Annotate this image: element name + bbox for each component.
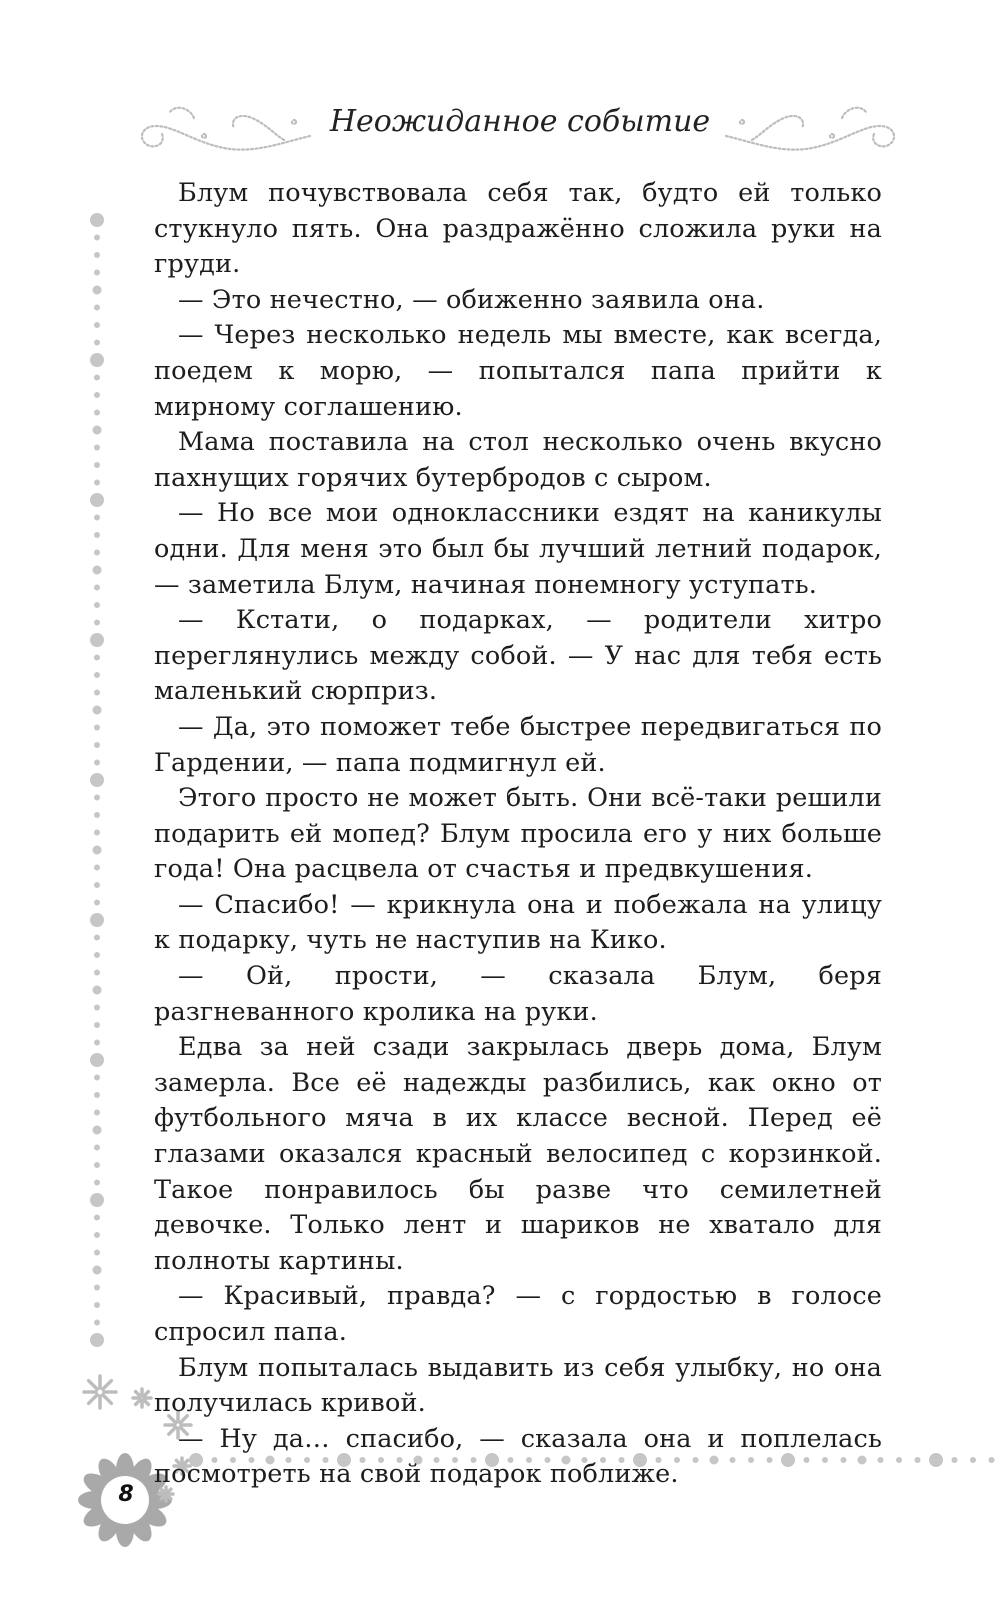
border-dot	[94, 270, 100, 276]
page-number: 8	[118, 1482, 134, 1507]
border-dot	[94, 1075, 100, 1081]
paragraph: — Это нечестно, — обиженно заявила она.	[178, 284, 765, 315]
border-dot	[93, 986, 102, 995]
border-dot	[94, 1092, 100, 1098]
border-dot	[896, 1457, 902, 1463]
border-dot	[90, 633, 104, 647]
border-dot	[94, 252, 100, 258]
border-dot	[94, 1232, 100, 1238]
border-dot	[94, 410, 100, 416]
border-dot	[94, 1250, 100, 1256]
border-dot	[970, 1457, 976, 1463]
border-dot	[94, 795, 100, 801]
border-dot	[94, 1110, 100, 1116]
paragraph: — Кстати, о подарках, — родители хитро переглянулись между собой. — У нас для тебя есть маленький сюрприз.	[154, 605, 882, 707]
border-dot	[93, 286, 102, 295]
border-dot	[94, 830, 100, 836]
border-dot	[90, 493, 104, 507]
border-dot	[94, 672, 100, 678]
border-dot	[929, 1453, 943, 1467]
paragraph: Едва за ней сзади закрылась дверь дома, Блум замерла. Все её надежды разбились, как окно от футбольного мяча в их классе весной. Перед её глазами оказался красный велосипед с корзинкой. Такое понравилось бы разве что семилетней девочке. Только лент и шариков не хватало для полноты картины.	[154, 1032, 882, 1276]
border-dot	[94, 1215, 100, 1221]
border-dot	[94, 585, 100, 591]
border-dot	[94, 882, 100, 888]
border-dot	[915, 1457, 921, 1463]
border-dot	[94, 340, 100, 346]
border-dot	[94, 690, 100, 696]
border-dot	[952, 1457, 958, 1463]
border-dot	[94, 445, 100, 451]
border-dot	[94, 760, 100, 766]
border-dot	[94, 1162, 100, 1168]
small-flower-icon	[84, 1376, 116, 1408]
border-dot	[94, 550, 100, 556]
paragraph: Этого просто не может быть. Они всё-таки решили подарить ей мопед? Блум просила его у них больше года! Она расцвела от счастья и предвкушения.	[154, 783, 882, 885]
body-text	[154, 176, 882, 1493]
border-dot	[94, 1145, 100, 1151]
border-dot	[94, 532, 100, 538]
border-dot	[94, 1302, 100, 1308]
border-dot	[90, 353, 104, 367]
border-dot	[90, 1053, 104, 1067]
border-dot	[94, 970, 100, 976]
border-dot	[94, 1022, 100, 1028]
border-dot	[90, 1193, 104, 1207]
border-dot	[90, 213, 104, 227]
border-dot	[94, 1320, 100, 1326]
paragraph: — Ну да… спасибо, — сказала она и поплелась посмотреть на свой подарок поближе.	[154, 1423, 882, 1490]
border-dot	[94, 812, 100, 818]
border-dot	[94, 235, 100, 241]
paragraph: — Ой, прости, — сказала Блум, беря разгневанного кролика на руки.	[154, 961, 882, 1027]
border-dot	[94, 375, 100, 381]
border-dot	[94, 1040, 100, 1046]
border-dot	[94, 655, 100, 661]
border-dot	[94, 480, 100, 486]
border-dot	[93, 706, 102, 715]
border-dot	[94, 305, 100, 311]
border-dot	[94, 322, 100, 328]
paragraph: Блум попыталась выдавить из себя улыбку, но она получилась кривой.	[154, 1352, 882, 1419]
border-dot	[94, 935, 100, 941]
paragraph: — Спасибо! — крикнула она и побежала на улицу к подарку, чуть не наступив на Кико.	[154, 889, 882, 956]
border-dot	[93, 1266, 102, 1275]
border-dot	[93, 426, 102, 435]
border-dot	[94, 725, 100, 731]
border-dot	[94, 865, 100, 871]
border-dot	[90, 773, 104, 787]
border-dot	[90, 913, 104, 927]
border-dot	[94, 1180, 100, 1186]
paragraph: — Но все мои одноклассники ездят на каникулы одни. Для меня это был бы лучший летний подарок, — заметила Блум, начиная понемногу уступать.	[154, 498, 882, 600]
border-dot	[94, 515, 100, 521]
border-dot	[94, 462, 100, 468]
border-dot	[90, 1333, 104, 1347]
border-dot	[93, 566, 102, 575]
paragraph: — Через несколько недель мы вместе, как всегда, поедем к морю, — попытался папа прийти к мирному соглашению.	[154, 320, 882, 422]
left-dotted-border	[90, 213, 104, 1347]
border-dot	[94, 900, 100, 906]
border-dot	[94, 602, 100, 608]
paragraph: — Да, это поможет тебе быстрее передвигаться по Гардении, — папа подмигнул ей.	[154, 711, 882, 778]
border-dot	[94, 392, 100, 398]
small-flower-icon	[133, 1389, 151, 1407]
paragraph: Блум почувствовала себя так, будто ей только стукнуло пять. Она раздражённо сложила руки на груди.	[154, 178, 882, 280]
border-dot	[989, 1457, 995, 1463]
paragraph: — Красивый, правда? — с гордостью в голосе спросил папа.	[154, 1281, 882, 1347]
border-dot	[94, 952, 100, 958]
running-header-title: Неожиданное событие	[329, 104, 711, 139]
border-dot	[93, 1126, 102, 1135]
border-dot	[93, 846, 102, 855]
border-dot	[94, 1005, 100, 1011]
border-dot	[94, 620, 100, 626]
paragraph: Мама поставила на стол несколько очень вкусно пахнущих горячих бутербродов с сыром.	[154, 427, 882, 493]
border-dot	[94, 1285, 100, 1291]
border-dot	[94, 742, 100, 748]
